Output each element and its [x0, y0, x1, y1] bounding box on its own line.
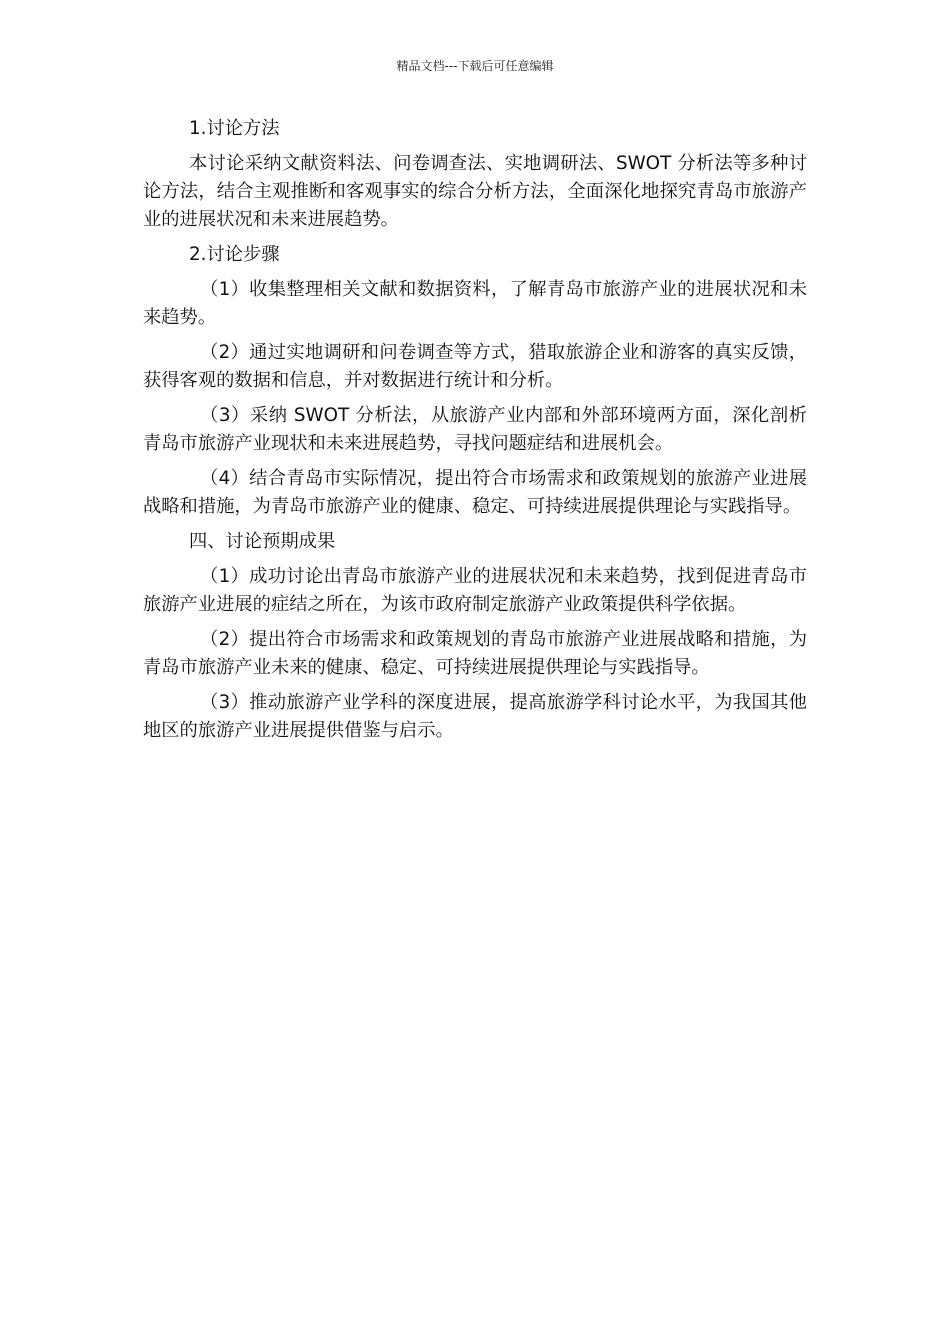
list-item-step-3: （3）采纳 SWOT 分析法，从旅游产业内部和外部环境两方面，深化剖析青岛市旅游产业现状和未来进展趋势，寻找问题症结和进展机会。 [143, 405, 807, 454]
list-item-outcome-2: （2）提出符合市场需求和政策规划的青岛市旅游产业进展战略和措施，为青岛市旅游产业未来的健康、稳定、可持续进展提供理论与实践指导。 [143, 629, 807, 678]
paragraph-methods: 本讨论采纳文献资料法、问卷调查法、实地调研法、SWOT 分析法等多种讨论方法，结合主观推断和客观事实的综合分析方法，全面深化地探究青岛市旅游产业的进展状况和未来进展趋势。 [143, 153, 807, 230]
list-item-outcome-3: （3）推动旅游产业学科的深度进展，提高旅游学科讨论水平，为我国其他地区的旅游产业进展提供借鉴与启示。 [143, 692, 807, 741]
document-body [143, 115, 807, 752]
section-heading-methods: 1.讨论方法 [189, 118, 280, 139]
list-item-step-1: （1）收集整理相关文献和数据资料，了解青岛市旅游产业的进展状况和未来趋势。 [143, 279, 807, 328]
section-heading-outcomes: 四、讨论预期成果 [189, 531, 336, 552]
section-heading-steps: 2.讨论步骤 [189, 244, 280, 265]
list-item-step-4: （4）结合青岛市实际情况，提出符合市场需求和政策规划的旅游产业进展战略和措施，为青岛市旅游产业的健康、稳定、可持续进展提供理论与实践指导。 [143, 468, 807, 517]
list-item-step-2: （2）通过实地调研和问卷调查等方式，猎取旅游企业和游客的真实反馈，获得客观的数据和信息，并对数据进行统计和分析。 [143, 342, 807, 391]
list-item-outcome-1: （1）成功讨论出青岛市旅游产业的进展状况和未来趋势，找到促进青岛市旅游产业进展的症结之所在，为该市政府制定旅游产业政策提供科学依据。 [143, 566, 807, 615]
page-header: 精品文档---下载后可任意编辑 [396, 59, 554, 73]
